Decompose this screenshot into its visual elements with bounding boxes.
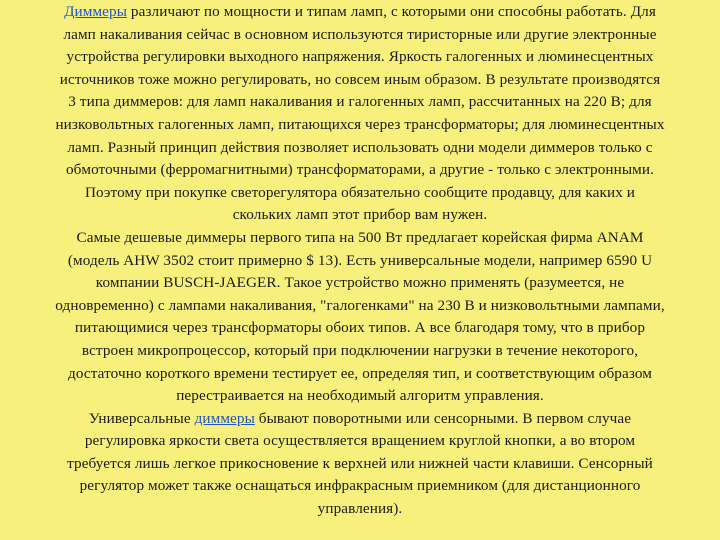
line-text: бывают поворотными или сенсорными. В первом случае — [254, 409, 632, 427]
text-line: (модель AHW 3502 стоит примерно $ 13). Есть универсальные модели, например 6590 U — [67, 251, 653, 269]
line-text: Универсальные — [88, 409, 195, 427]
text-line: источников тоже можно регулировать, но совсем иным образом. В результате производятся — [59, 70, 661, 88]
text-line: регулятор может также оснащаться инфракрасным приемником (для дистанционного — [79, 477, 641, 495]
text-line — [0, 408, 720, 431]
text-line: компании BUSCH-JAEGER. Такое устройство можно применять (разумеется, не — [95, 274, 625, 292]
text-line: регулировка яркости света осуществляется вращением круглой кнопки, а во втором — [84, 432, 636, 450]
text-line: встроен микропроцессор, который при подключении нагрузки в течение некоторого, — [81, 341, 639, 359]
text-line: обмоточными (ферромагнитными) трансформаторами, а другие - только с электронными. — [65, 161, 655, 179]
dimmers-link[interactable]: Диммеры — [64, 3, 128, 20]
text-line: одновременно) с лампами накаливания, "галогенками" на 230 В и низковольтными лампами, — [55, 296, 665, 314]
text-line: перестраивается на необходимый алгоритм управления. — [176, 387, 544, 405]
text-line: устройства регулировки выходного напряжения. Яркость галогенных и люминесцентных — [66, 48, 654, 66]
text-line: скольких ламп этот прибор вам нужен. — [232, 206, 488, 224]
article-text — [0, 1, 720, 521]
text-line: Самые дешевые диммеры первого типа на 500 Вт предлагает корейская фирма ANAM — [76, 228, 644, 246]
text-line: достаточно короткого времени тестирует ее, определяя тип, и соответствующим образом — [68, 364, 652, 382]
text-line: ламп накаливания сейчас в основном используются тиристорные или другие электронные — [63, 25, 657, 43]
text-line: ламп. Разный принцип действия позволяет использовать одни модели диммеров только с — [67, 138, 653, 156]
text-line: 3 типа диммеров: для ламп накаливания и галогенных ламп, рассчитанных на 220 В; для — [68, 93, 652, 111]
text-line: питающимися через трансформаторы обоих типов. А все благодаря тому, что в прибор — [74, 319, 646, 337]
text-line — [0, 1, 720, 24]
dimmers-link-2[interactable]: диммеры — [194, 409, 255, 427]
line-text: различают по мощности и типам ламп, с которыми они способны работать. Для — [127, 3, 656, 20]
text-line: Поэтому при покупке светорегулятора обязательно сообщите продавцу, для каких и — [84, 183, 636, 201]
text-line: низковольтных галогенных ламп, питающихся через трансформаторы; для люминесцентных — [55, 115, 665, 133]
text-line: управления). — [317, 500, 403, 518]
text-line: требуется лишь легкое прикосновение к верхней или нижней части клавиши. Сенсорный — [67, 454, 653, 472]
